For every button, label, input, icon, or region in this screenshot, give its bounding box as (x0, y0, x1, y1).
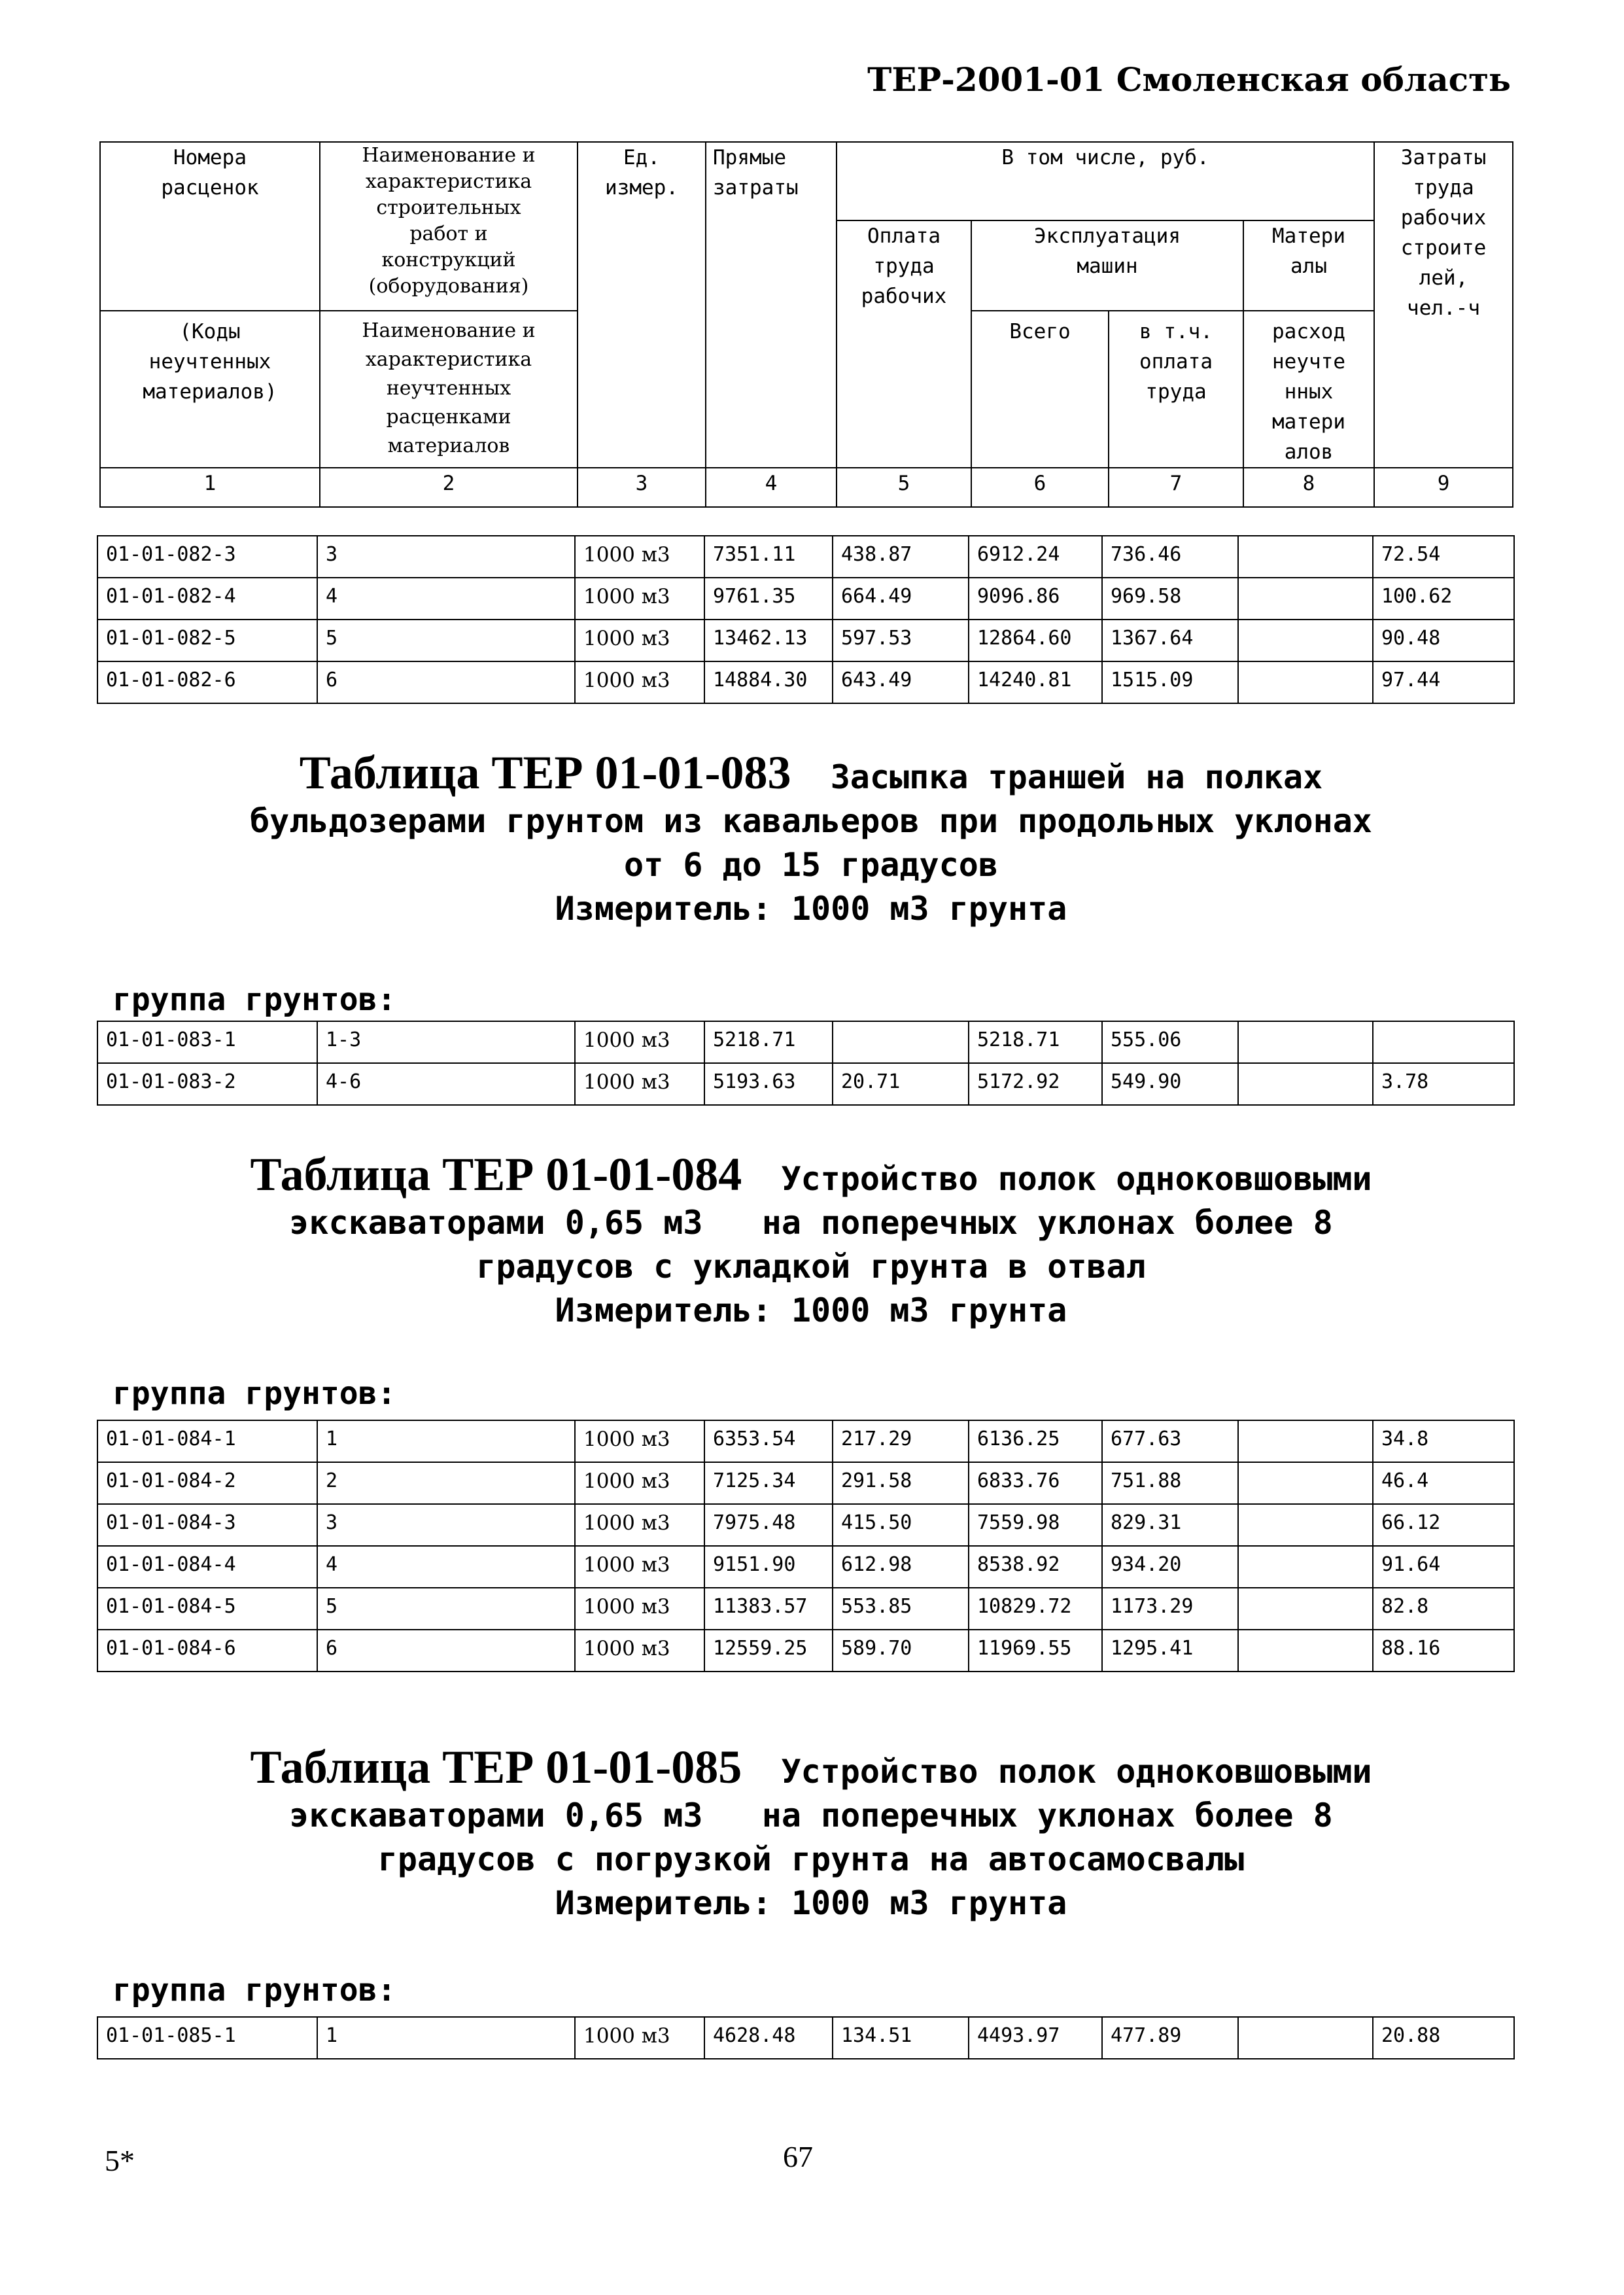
column-numbers-row (100, 468, 1513, 507)
table-row (97, 1630, 1514, 1672)
cell-rate-code: 01-01-083-1 (97, 1021, 317, 1063)
cell-labor-hours: 82.8 (1373, 1588, 1514, 1630)
table-row (97, 1546, 1514, 1588)
header-line: машин (1077, 254, 1138, 278)
table-row (97, 620, 1514, 661)
cell-labor-hours: 72.54 (1373, 536, 1514, 578)
table-083-heading (78, 746, 1544, 931)
table-row (97, 578, 1514, 620)
table-row (97, 536, 1514, 578)
table-084-title-line: Устройство полок одноковшовыми (781, 1160, 1372, 1198)
cell-rate-code: 01-01-083-2 (97, 1063, 317, 1105)
cell-rate-code: 01-01-084-5 (97, 1588, 317, 1630)
cell-labor-hours: 90.48 (1373, 620, 1514, 661)
cell-unit: 1000 м3 (575, 1420, 704, 1462)
header-line: матери (1272, 410, 1345, 434)
header-machines-total: Всего (971, 311, 1109, 468)
cell-labor-hours: 46.4 (1373, 1462, 1514, 1504)
cell-machine-wages: 1295.41 (1102, 1630, 1238, 1672)
header-line: нных (1284, 380, 1334, 404)
header-line: строительных (376, 196, 521, 219)
header-line: работ и (409, 222, 488, 245)
header-work-name (320, 142, 578, 311)
cell-wages: 20.71 (833, 1063, 969, 1105)
cell-direct-costs: 5218.71 (704, 1021, 833, 1063)
cell-machines-total: 10829.72 (969, 1588, 1102, 1630)
table-084-meter: Измеритель: 1000 м3 грунта (555, 1291, 1067, 1329)
cell-unit: 1000 м3 (575, 1588, 704, 1630)
cell-soil-group: 1-3 (317, 1021, 575, 1063)
cell-machines-total: 6912.24 (969, 536, 1102, 578)
cell-labor-hours: 100.62 (1373, 578, 1514, 620)
rates-table-082 (97, 535, 1515, 704)
cell-machines-total: 6833.76 (969, 1462, 1102, 1504)
table-084-group-label: группа грунтов: (112, 1375, 396, 1412)
cell-machine-wages: 969.58 (1102, 578, 1238, 620)
header-wages (837, 220, 971, 468)
cell-direct-costs: 13462.13 (704, 620, 833, 661)
header-line: алов (1284, 440, 1334, 464)
header-line: конструкций (381, 249, 516, 272)
cell-materials (1238, 1420, 1373, 1462)
cell-direct-costs: 9151.90 (704, 1546, 833, 1588)
cell-unit: 1000 м3 (575, 1546, 704, 1588)
table-row (97, 661, 1514, 703)
header-material-consumption (1243, 311, 1374, 468)
cell-wages: 217.29 (833, 1420, 969, 1462)
cell-direct-costs: 7125.34 (704, 1462, 833, 1504)
header-material-codes (100, 311, 320, 468)
header-line: Наименование и (362, 319, 536, 342)
cell-rate-code: 01-01-084-4 (97, 1546, 317, 1588)
cell-soil-group: 6 (317, 1630, 575, 1672)
cell-wages: 664.49 (833, 578, 969, 620)
cell-direct-costs: 7351.11 (704, 536, 833, 578)
cell-rate-code: 01-01-085-1 (97, 2017, 317, 2059)
cell-machines-total: 5172.92 (969, 1063, 1102, 1105)
header-line: материалов (387, 434, 510, 457)
header-line: неучтенных (148, 350, 271, 374)
header-line: рабочих (861, 285, 947, 308)
header-line: расценок (161, 176, 259, 200)
cell-soil-group: 3 (317, 536, 575, 578)
header-line: (Коды (179, 320, 241, 343)
table-row (97, 1462, 1514, 1504)
header-direct-costs (706, 142, 837, 468)
cell-machine-wages: 549.90 (1102, 1063, 1238, 1105)
cell-wages: 134.51 (833, 2017, 969, 2059)
header-line: труда (1145, 380, 1207, 404)
cell-unit: 1000 м3 (575, 1462, 704, 1504)
cell-machines-total: 8538.92 (969, 1546, 1102, 1588)
cell-direct-costs: 9761.35 (704, 578, 833, 620)
cell-rate-code: 01-01-084-3 (97, 1504, 317, 1546)
cell-direct-costs: 7975.48 (704, 1504, 833, 1546)
cell-materials (1238, 1462, 1373, 1504)
cell-rate-code: 01-01-084-2 (97, 1462, 317, 1504)
cell-wages: 589.70 (833, 1630, 969, 1672)
cell-labor-hours (1373, 1021, 1514, 1063)
header-materials (1243, 220, 1374, 311)
cell-direct-costs: 11383.57 (704, 1588, 833, 1630)
cell-materials (1238, 1630, 1373, 1672)
cell-wages: 291.58 (833, 1462, 969, 1504)
cell-machines-total: 4493.97 (969, 2017, 1102, 2059)
table-row (97, 1063, 1514, 1105)
table-row (97, 1021, 1514, 1063)
cell-soil-group: 4 (317, 1546, 575, 1588)
table-085-number: Таблица ТЕР 01-01-085 (250, 1741, 742, 1793)
cell-machine-wages: 1173.29 (1102, 1588, 1238, 1630)
cell-soil-group: 5 (317, 1588, 575, 1630)
header-line: в т.ч. (1139, 320, 1213, 343)
table-row (97, 1420, 1514, 1462)
column-number: 6 (971, 468, 1109, 507)
table-083-number: Таблица ТЕР 01-01-083 (299, 746, 791, 799)
header-line: материалов) (143, 380, 277, 404)
cell-machine-wages: 677.63 (1102, 1420, 1238, 1462)
cell-machine-wages: 1515.09 (1102, 661, 1238, 703)
cell-materials (1238, 661, 1373, 703)
cell-labor-hours: 88.16 (1373, 1630, 1514, 1672)
cell-machine-wages: 736.46 (1102, 536, 1238, 578)
header-line: Наименование и (362, 144, 536, 167)
column-number: 1 (100, 468, 320, 507)
table-084-title-line: экскаваторами 0,65 м3 (289, 1204, 703, 1242)
cell-wages: 553.85 (833, 1588, 969, 1630)
header-machine-wages (1109, 311, 1243, 468)
cell-labor-hours: 3.78 (1373, 1063, 1514, 1105)
cell-direct-costs: 14884.30 (704, 661, 833, 703)
header-line: расход (1272, 320, 1345, 343)
cell-machines-total: 9096.86 (969, 578, 1102, 620)
cell-unit: 1000 м3 (575, 578, 704, 620)
table-085-group-label: группа грунтов: (112, 1972, 396, 2008)
column-number: 4 (706, 468, 837, 507)
cell-soil-group: 5 (317, 620, 575, 661)
cell-wages: 415.50 (833, 1504, 969, 1546)
cell-soil-group: 1 (317, 2017, 575, 2059)
header-line: неучтенных (386, 377, 511, 400)
header-line: характеристика (365, 348, 532, 371)
cell-labor-hours: 97.44 (1373, 661, 1514, 703)
cell-machine-wages: 555.06 (1102, 1021, 1238, 1063)
header-material-name (320, 311, 578, 468)
header-line: труда (873, 254, 935, 278)
cell-rate-code: 01-01-082-5 (97, 620, 317, 661)
header-line: Оплата (867, 224, 941, 248)
header-line: алы (1290, 254, 1328, 278)
cell-machines-total: 7559.98 (969, 1504, 1102, 1546)
rates-table-085 (97, 2016, 1515, 2059)
column-number: 2 (320, 468, 578, 507)
cell-machine-wages: 829.31 (1102, 1504, 1238, 1546)
cell-machine-wages: 1367.64 (1102, 620, 1238, 661)
cell-unit: 1000 м3 (575, 1021, 704, 1063)
cell-soil-group: 6 (317, 661, 575, 703)
cell-rate-code: 01-01-082-4 (97, 578, 317, 620)
table-085-title-line: градусов с погрузкой грунта на автосамосвалы (377, 1840, 1245, 1878)
cell-unit: 1000 м3 (575, 620, 704, 661)
header-line: строите (1400, 236, 1487, 260)
cell-rate-code: 01-01-084-6 (97, 1630, 317, 1672)
header-exploitation (971, 220, 1243, 311)
rates-table-083 (97, 1021, 1515, 1106)
cell-machines-total: 6136.25 (969, 1420, 1102, 1462)
header-line: Эксплуатация (1034, 224, 1181, 248)
table-row (97, 1588, 1514, 1630)
cell-materials (1238, 578, 1373, 620)
cell-soil-group: 3 (317, 1504, 575, 1546)
cell-direct-costs: 5193.63 (704, 1063, 833, 1105)
table-row (97, 1504, 1514, 1546)
table-085-meter: Измеритель: 1000 м3 грунта (555, 1884, 1067, 1922)
cell-labor-hours: 34.8 (1373, 1420, 1514, 1462)
cell-wages: 438.87 (833, 536, 969, 578)
table-row (97, 2017, 1514, 2059)
cell-materials (1238, 1546, 1373, 1588)
cell-unit: 1000 м3 (575, 536, 704, 578)
header-line: Матери (1272, 224, 1345, 248)
header-line: расценками (386, 406, 511, 429)
header-line: чел.-ч (1407, 296, 1481, 320)
cell-wages: 597.53 (833, 620, 969, 661)
table-085-heading (78, 1741, 1544, 1925)
table-084-title-line: градусов с укладкой грунта в отвал (476, 1248, 1146, 1286)
cell-labor-hours: 66.12 (1373, 1504, 1514, 1546)
cell-wages (833, 1021, 969, 1063)
table-085-title-line: на поперечных уклонах более 8 (761, 1796, 1333, 1834)
column-number: 3 (578, 468, 706, 507)
cell-machines-total: 5218.71 (969, 1021, 1102, 1063)
cell-soil-group: 1 (317, 1420, 575, 1462)
header-line: Затраты (1400, 146, 1487, 169)
cell-materials (1238, 1588, 1373, 1630)
column-number: 8 (1243, 468, 1374, 507)
header-line: (оборудования) (368, 275, 529, 298)
cell-machines-total: 14240.81 (969, 661, 1102, 703)
cell-machines-total: 12864.60 (969, 620, 1102, 661)
header-in-total: В том числе, руб. (837, 142, 1374, 220)
column-header-table (99, 141, 1513, 508)
header-line: неучте (1272, 350, 1345, 374)
cell-labor-hours: 20.88 (1373, 2017, 1514, 2059)
cell-direct-costs: 4628.48 (704, 2017, 833, 2059)
cell-materials (1238, 536, 1373, 578)
cell-unit: 1000 м3 (575, 661, 704, 703)
cell-materials (1238, 1063, 1373, 1105)
table-085-title-line: экскаваторами 0,65 м3 (289, 1796, 703, 1834)
table-083-title-line: Засыпка траншей на полках (830, 758, 1323, 796)
header-line: труда (1413, 176, 1474, 200)
header-line: Прямые (713, 146, 786, 169)
header-line: Номера (173, 146, 247, 169)
header-rate-number (100, 142, 320, 311)
cell-machine-wages: 751.88 (1102, 1462, 1238, 1504)
cell-unit: 1000 м3 (575, 1630, 704, 1672)
header-line: рабочих (1400, 206, 1487, 230)
cell-soil-group: 2 (317, 1462, 575, 1504)
table-083-title-line: бульдозерами грунтом из кавальеров при продольных уклонах (250, 802, 1372, 840)
cell-materials (1238, 2017, 1373, 2059)
column-number: 7 (1109, 468, 1243, 507)
header-line: Ед. (623, 146, 660, 169)
header-line: лей, (1419, 266, 1468, 290)
cell-machine-wages: 934.20 (1102, 1546, 1238, 1588)
cell-machines-total: 11969.55 (969, 1630, 1102, 1672)
running-header: ТЕР-2001-01 Смоленская область (867, 60, 1511, 99)
sheet-mark: 5* (105, 2144, 135, 2177)
cell-rate-code: 01-01-082-6 (97, 661, 317, 703)
header-line: характеристика (365, 170, 532, 193)
cell-machine-wages: 477.89 (1102, 2017, 1238, 2059)
cell-rate-code: 01-01-082-3 (97, 536, 317, 578)
header-labor-hours (1374, 142, 1513, 468)
cell-materials (1238, 1021, 1373, 1063)
cell-direct-costs: 12559.25 (704, 1630, 833, 1672)
header-line: измер. (605, 176, 678, 200)
rates-table-084 (97, 1420, 1515, 1672)
table-085-title-line: Устройство полок одноковшовыми (781, 1753, 1372, 1791)
cell-soil-group: 4 (317, 578, 575, 620)
table-083-group-label: группа грунтов: (112, 981, 396, 1018)
cell-materials (1238, 620, 1373, 661)
cell-unit: 1000 м3 (575, 2017, 704, 2059)
cell-rate-code: 01-01-084-1 (97, 1420, 317, 1462)
cell-unit: 1000 м3 (575, 1063, 704, 1105)
table-083-title-line: от 6 до 15 градусов (624, 846, 998, 884)
header-unit (578, 142, 706, 468)
table-084-title-line: на поперечных уклонах более 8 (761, 1204, 1333, 1242)
header-line: затраты (713, 176, 799, 200)
cell-materials (1238, 1504, 1373, 1546)
column-number: 9 (1374, 468, 1513, 507)
cell-direct-costs: 6353.54 (704, 1420, 833, 1462)
table-084-number: Таблица ТЕР 01-01-084 (250, 1148, 742, 1200)
table-084-heading (78, 1148, 1544, 1333)
table-083-meter: Измеритель: 1000 м3 грунта (555, 890, 1067, 928)
cell-soil-group: 4-6 (317, 1063, 575, 1105)
page-number: 67 (783, 2140, 813, 2173)
column-number: 5 (837, 468, 971, 507)
cell-unit: 1000 м3 (575, 1504, 704, 1546)
cell-wages: 612.98 (833, 1546, 969, 1588)
cell-wages: 643.49 (833, 661, 969, 703)
header-line: оплата (1139, 350, 1213, 374)
cell-labor-hours: 91.64 (1373, 1546, 1514, 1588)
